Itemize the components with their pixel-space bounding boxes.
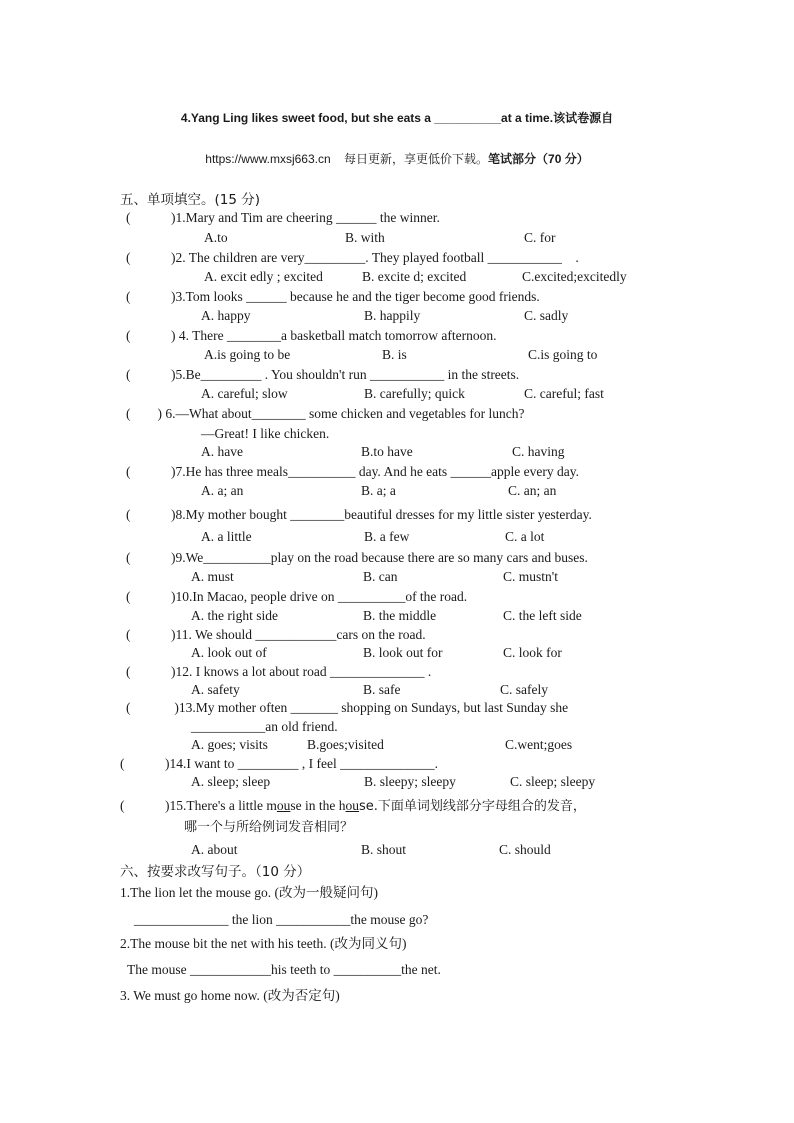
q1-option-b: B. with: [345, 230, 385, 245]
section-5-title: 五、单项填空。(15 分): [120, 192, 261, 208]
q15-option-c: C. should: [499, 842, 551, 857]
q12-option-b: B. safe: [363, 682, 401, 697]
q5-option-b: B. carefully; quick: [364, 386, 465, 401]
q13-stem-line2: ___________an old friend.: [191, 719, 338, 734]
header-line-2: [0, 150, 794, 167]
q15-underline-1: ou: [276, 798, 291, 813]
q6-stem: ( ) 6.—What about________ some chicken and vegetables for lunch?: [126, 406, 525, 421]
q2-option-a: A. excit edly ; excited: [204, 269, 323, 284]
q10-option-c: C. the left side: [503, 608, 582, 623]
q4-option-b: B. is: [382, 347, 407, 362]
q6-option-a: A. have: [201, 444, 243, 459]
q2-option-c: C.excited;excitedly: [522, 269, 627, 284]
s6-q1: 1.The lion let the mouse go. (改为一般疑问句): [120, 885, 378, 900]
q2-option-b: B. excite d; excited: [362, 269, 467, 284]
q13-option-b: B.goes;visited: [307, 737, 384, 752]
q13-stem: ( )13.My mother often _______ shopping on Sundays, but last Sunday she: [126, 700, 569, 715]
q8-stem: ( )8.My mother bought ________beautiful dresses for my little sister yesterday.: [126, 507, 592, 522]
q12-option-a: A. safety: [191, 682, 240, 697]
q15-stem: ( )15.There's a little mouse in the house.下面单词划线部分字母组合的发音，: [120, 798, 586, 814]
q1-option-c: C. for: [524, 230, 556, 245]
q3-option-b: B. happily: [364, 308, 421, 323]
q3-stem: ( )3.Tom looks ______ because he and the tiger become good friends.: [126, 289, 540, 304]
written-part-title: 笔试部分（70 分）: [488, 152, 589, 166]
header-line-1: 4.Yang Ling likes sweet food, but she eats a __________at a time.该试卷源自: [180, 111, 614, 125]
q9-option-b: B. can: [363, 569, 398, 584]
q9-option-c: C. mustn't: [503, 569, 558, 584]
q11-option-a: A. look out of: [191, 645, 267, 660]
q14-option-a: A. sleep; sleep: [191, 774, 271, 789]
q6-stem-line2: —Great! I like chicken.: [201, 426, 330, 441]
q15-stem-line2: 哪一个与所给例词发音相同？: [184, 820, 354, 835]
update-note: 每日更新，享更低价下载。: [344, 152, 489, 166]
q7-option-c: C. an; an: [508, 483, 557, 498]
s6-q2-answer-line: The mouse ____________his teeth to __________the net.: [127, 962, 441, 977]
q15-underline-2: ou: [345, 798, 360, 813]
q3-option-a: A. happy: [201, 308, 251, 323]
q5-stem: ( )5.Be_________ . You shouldn't run ___________ in the streets.: [126, 367, 520, 382]
q9-option-a: A. must: [191, 569, 234, 584]
q11-option-b: B. look out for: [363, 645, 443, 660]
q10-option-a: A. the right side: [191, 608, 278, 623]
q14-stem: ( )14.I want to _________ , I feel ______________.: [120, 756, 438, 771]
q1-option-a: A.to: [204, 230, 228, 245]
q8-option-a: A. a little: [201, 529, 252, 544]
q5-option-a: A. careful; slow: [201, 386, 288, 401]
q13-option-a: A. goes; visits: [191, 737, 268, 752]
section-6-title: 六、按要求改写句子。（10 分）: [120, 864, 311, 880]
q12-option-c: C. safely: [500, 682, 548, 697]
q14-option-b: B. sleepy; sleepy: [364, 774, 456, 789]
q4-option-c: C.is going to: [528, 347, 598, 362]
q8-option-c: C. a lot: [505, 529, 545, 544]
q10-stem: ( )10.In Macao, people drive on __________of the road.: [126, 589, 468, 604]
s6-q2: 2.The mouse bit the net with his teeth. (改为同义句): [120, 936, 407, 951]
q3-option-c: C. sadly: [524, 308, 569, 323]
q4-stem: ( ) 4. There ________a basketball match tomorrow afternoon.: [126, 328, 497, 343]
q6-option-b: B.to have: [361, 444, 413, 459]
q10-option-b: B. the middle: [363, 608, 437, 623]
q13-option-c: C.went;goes: [505, 737, 573, 752]
s6-q3: 3. We must go home now. (改为否定句): [120, 988, 340, 1003]
site-url[interactable]: https://www.mxsj663.cn: [205, 152, 331, 166]
q4-option-a: A.is going to be: [204, 347, 291, 362]
q7-stem: ( )7.He has three meals__________ day. And he eats ______apple every day.: [126, 464, 580, 479]
q12-stem: ( )12. I knows a lot about road ______________ .: [126, 664, 432, 679]
q9-stem: ( )9.We__________play on the road because there are so many cars and buses.: [126, 550, 588, 565]
q2-stem: ( )2. The children are very_________. They played football ___________ .: [126, 250, 579, 265]
q7-option-a: A. a; an: [201, 483, 244, 498]
q1-stem: ( )1.Mary and Tim are cheering ______ the winner.: [126, 210, 440, 225]
q14-option-c: C. sleep; sleepy: [510, 774, 596, 789]
q11-stem: ( )11. We should ____________cars on the road.: [126, 627, 426, 642]
q6-option-c: C. having: [512, 444, 565, 459]
q15-option-b: B. shout: [361, 842, 407, 857]
q8-option-b: B. a few: [364, 529, 410, 544]
s6-q1-answer-line: ______________ the lion ___________the mouse go?: [134, 912, 429, 927]
q5-option-c: C. careful; fast: [524, 386, 604, 401]
q7-option-b: B. a; a: [361, 483, 396, 498]
q11-option-c: C. look for: [503, 645, 562, 660]
q15-option-a: A. about: [191, 842, 238, 857]
